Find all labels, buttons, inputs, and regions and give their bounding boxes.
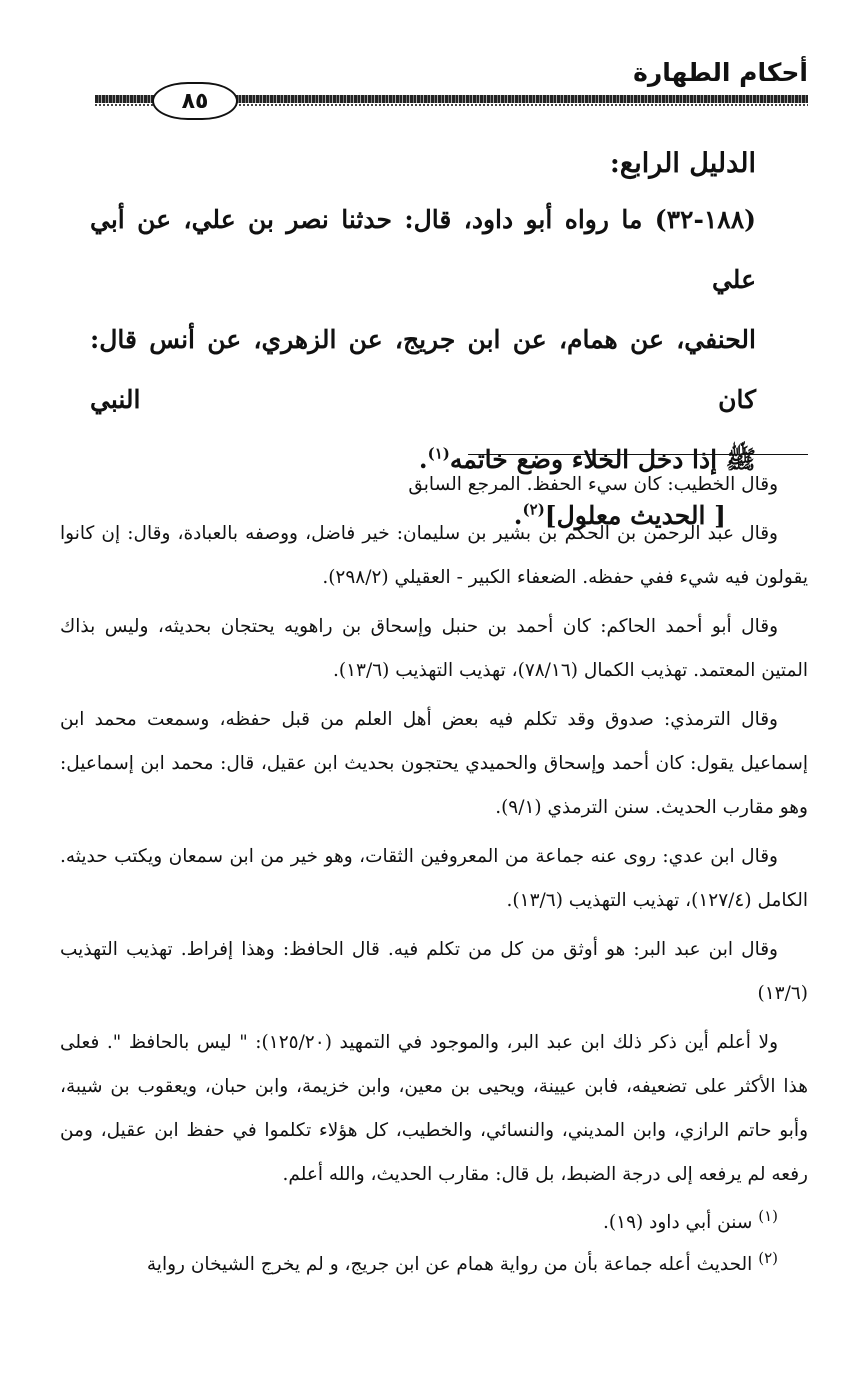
footnote-2-marker: (٢) — [758, 1248, 778, 1267]
footnote-ref-1: (١) — [427, 444, 450, 463]
footnote-1-marker: (١) — [758, 1206, 778, 1225]
note-paragraph: وقال الخطيب: كان سيء الحفظ. المرجع السابق — [408, 474, 778, 495]
note-paragraph: وقال الترمذي: صدوق وقد تكلم فيه بعض أهل العلم من قبل حفظه، وسمعت محمد ابن إسماعيل يقول: كان أحمد وإسحاق والحميدي يحتجون بحديث ابن عقيل، قال: محمد ابن إسماعيل: وهو مقارب الحديث. سنن الترمذي (٩/١). — [60, 709, 808, 818]
hadith-line-1: (١٨٨-٣٢) ما رواه أبو داود، قال: حدثنا نصر بن علي، عن أبي علي — [90, 205, 756, 294]
hadith-line-3-text: ﷺ إذا دخل الخلاء وضع خاتمه — [449, 445, 756, 474]
verdict-text: [ الحديث معلول] — [544, 501, 726, 530]
note-paragraph: ولا أعلم أين ذكر ذلك ابن عبد البر، والموجود في التمهيد (١٢٥/٢٠): " ليس بالحافظ ". فعلى هذا الأكثر على تضعيفه، فابن عيينة، ويحيى بن معين، وابن خزيمة، وابن حبان، ويعقوب بن شيبة، وأبو حاتم الرازي، وابن المديني، والنسائي، والخطيب، كل هؤلاء تكلموا في حفظ ابن عقيل، ومن رفعه لم يرفعه إلى درجة الضبط، بل قال: مقارب الحديث، والله أعلم. — [60, 1032, 808, 1185]
footnote-ref-2: (٢) — [522, 500, 545, 519]
note-paragraph: وقال عبد الرحمن بن الحكم بن بشير بن سليمان: خير فاضل، ووصفه بالعبادة، وقال: إن كانوا يقولون فيه شيء ففي حفظه. الضعفاء الكبير - العقيلي (٢٩٨/٢). — [60, 523, 808, 588]
footnote-2 — [60, 1244, 808, 1286]
footnote-2-text: الحديث أعله جماعة بأن من رواية همام عن ابن جريج، و لم يخرج الشيخان رواية — [146, 1254, 753, 1275]
note-paragraph: وقال أبو أحمد الحاكم: كان أحمد بن حنبل وإسحاق بن راهويه يحتجان بحديثه، وليس بذاك المتين المعتمد. تهذيب الكمال (٧٨/١٦)، تهذيب التهذيب (١٣/٦). — [60, 616, 808, 681]
hadith-line-3: ﷺ إذا دخل الخلاء وضع خاتمه$^{(١)}$. — [418, 444, 756, 474]
footnote-1 — [60, 1202, 808, 1244]
hadith-verdict: [ الحديث معلول]$^{(٢)}$. — [513, 500, 726, 530]
footnote-separator — [468, 454, 808, 455]
hadith-line-2: الحنفي، عن همام، عن ابن جريج، عن الزهري، عن أنس قال: كان النبي — [90, 325, 756, 414]
footnotes-area — [60, 463, 808, 1286]
footnote-1-text: سنن أبي داود (١٩). — [603, 1212, 753, 1233]
running-title: أحكام الطهارة — [633, 58, 808, 87]
note-paragraph: وقال ابن عبد البر: هو أوثق من كل من تكلم فيه. قال الحافظ: وهذا إفراط. تهذيب التهذيب (١٣/٦) — [60, 939, 808, 1004]
section-heading: الدليل الرابع: — [609, 148, 756, 179]
page-number: ٨٥ — [152, 82, 238, 120]
note-paragraph: وقال ابن عدي: روى عنه جماعة من المعروفين الثقات، وهو خير من ابن سمعان ويكتب حديثه. الكامل (١٢٧/٤)، تهذيب التهذيب (١٣/٦). — [60, 846, 808, 911]
